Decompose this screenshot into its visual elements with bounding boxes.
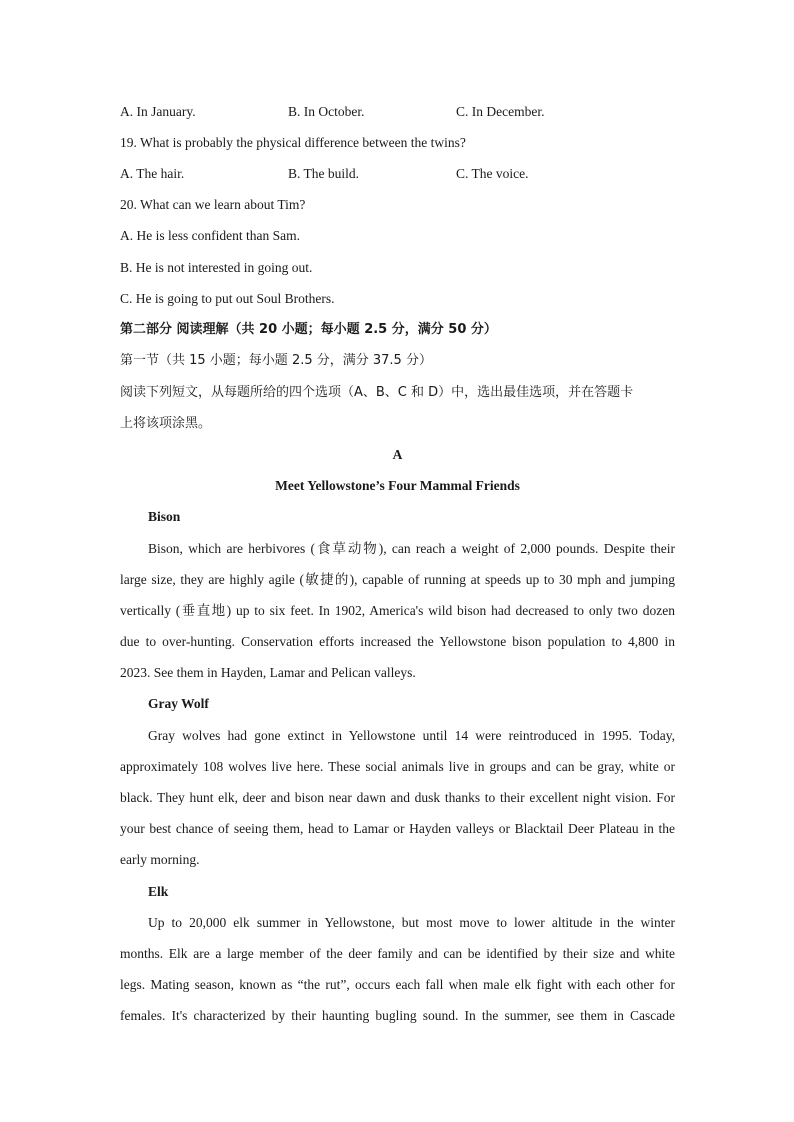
bison-line-2: large size, they are highly agile (敏捷的), capable of running at speeds up to 30 mph and jumping — [120, 572, 675, 587]
elk-line-3: legs. Mating season, known as “the rut”, occurs each fall when male elk fight with each other for — [120, 977, 675, 992]
instruction-line-1: 阅读下列短文，从每题所给的四个选项（A、B、C 和 D）中，选出最佳选项，并在答题卡 — [120, 385, 634, 400]
part2-heading: 第二部分 阅读理解（共 20 小题；每小题 2.5 分，满分 50 分） — [120, 322, 497, 337]
q18-option-b[interactable]: B. In October. — [288, 104, 365, 119]
bison-heading: Bison — [148, 509, 181, 524]
bison-line-5: 2023. See them in Hayden, Lamar and Pelican valleys. — [120, 665, 416, 680]
bison-line-4: due to over-hunting. Conservation efforts increased the Yellowstone bison population to 4,800 in — [120, 634, 675, 649]
bison-line-1: Bison, which are herbivores (食草动物), can reach a weight of 2,000 pounds. Despite their — [148, 541, 675, 556]
q20-question: 20. What can we learn about Tim? — [120, 197, 306, 212]
section1-heading: 第一节（共 15 小题；每小题 2.5 分，满分 37.5 分） — [120, 353, 432, 368]
q19-option-a[interactable]: A. The hair. — [120, 166, 185, 181]
wolf-line-5: early morning. — [120, 852, 200, 867]
wolf-line-3: black. They hunt elk, deer and bison near dawn and dusk thanks to their excellent night vision. For — [120, 790, 675, 805]
q20-option-b[interactable]: B. He is not interested in going out. — [120, 260, 313, 275]
wolf-heading: Gray Wolf — [148, 696, 209, 711]
instruction-line-2: 上将该项涂黑。 — [120, 416, 212, 431]
wolf-line-1: Gray wolves had gone extinct in Yellowstone until 14 were reintroduced in 1995. Today, — [148, 728, 675, 743]
bison-line-3: vertically (垂直地) up to six feet. In 1902, America's wild bison had decreased to only two dozen — [120, 603, 675, 618]
q20-option-c[interactable]: C. He is going to put out Soul Brothers. — [120, 291, 335, 306]
q19-option-b[interactable]: B. The build. — [288, 166, 360, 181]
elk-heading: Elk — [148, 884, 169, 899]
q20-option-a[interactable]: A. He is less confident than Sam. — [120, 228, 300, 243]
elk-line-4: females. It's characterized by their haunting bugling sound. In the summer, see them in Cascade — [120, 1008, 675, 1023]
q19-option-c[interactable]: C. The voice. — [456, 166, 529, 181]
elk-line-2: months. Elk are a large member of the deer family and can be identified by their size and white — [120, 946, 675, 961]
q19-question: 19. What is probably the physical difference between the twins? — [120, 135, 466, 150]
wolf-line-2: approximately 108 wolves live here. These social animals live in groups and can be gray, white or — [120, 759, 675, 774]
wolf-line-4: your best chance of seeing them, head to Lamar or Hayden valleys or Blacktail Deer Plateau in the — [120, 821, 675, 836]
q18-option-a[interactable]: A. In January. — [120, 104, 196, 119]
q18-option-c[interactable]: C. In December. — [456, 104, 545, 119]
elk-line-1: Up to 20,000 elk summer in Yellowstone, but most move to lower altitude in the winter — [148, 915, 675, 930]
passage-title: Meet Yellowstone’s Four Mammal Friends — [275, 478, 520, 493]
passage-letter: A — [392, 447, 403, 462]
